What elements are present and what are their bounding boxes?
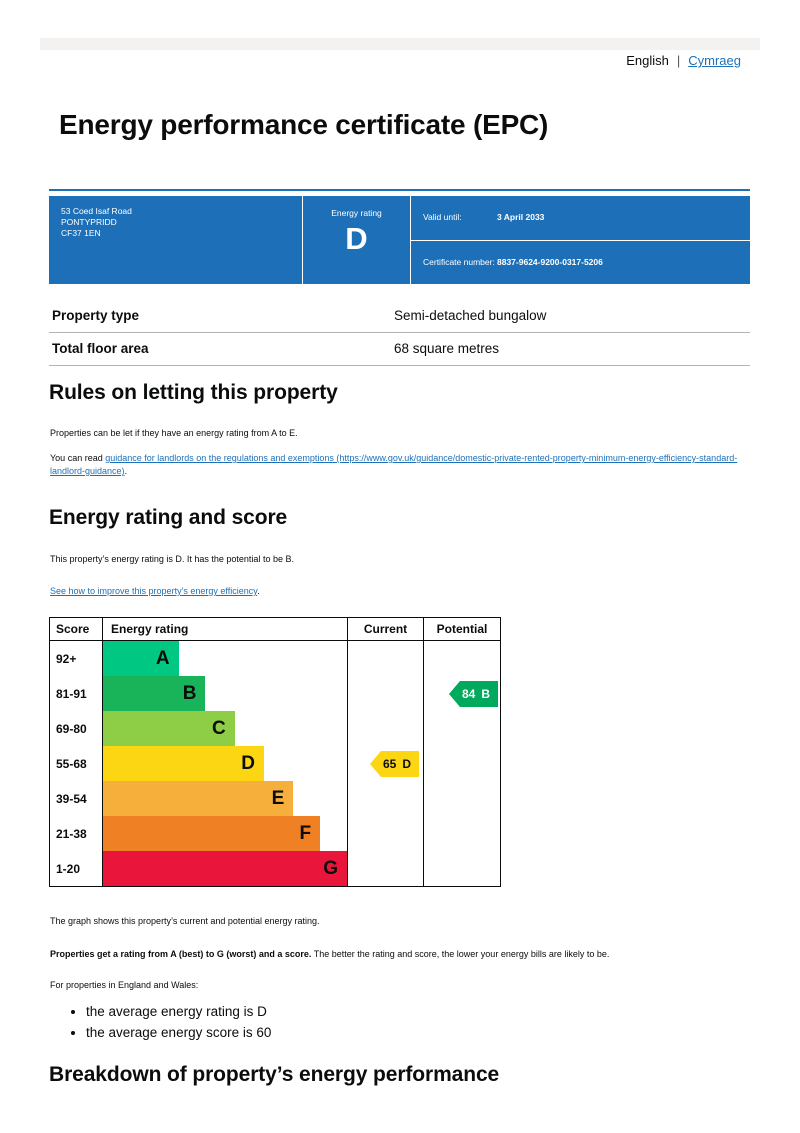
epc-score-g: 1-20 [50,851,103,886]
epc-barcell-a [103,641,348,676]
epc-header-row [50,618,500,641]
title-divider [49,189,750,191]
epc-barcell-e [103,781,348,816]
total-floor-area-label: Total floor area [52,341,149,356]
energy-rating-summary [303,196,411,284]
epc-current-e [348,781,424,816]
epc-col-current: Current [348,618,424,640]
epc-col-potential: Potential [436,622,488,636]
property-details-table [49,300,750,366]
epc-row-c [50,711,500,746]
ratings-info-normal: The better the rating and score, the lower your energy bills are likely to be. [311,949,610,959]
epc-score-d: 55-68 [50,746,103,781]
epc-current-f [348,816,424,851]
epc-score-b: 81-91 [50,676,103,711]
language-english: English [626,53,669,68]
improve-efficiency-paragraph [50,585,750,598]
epc-potential-d [424,746,500,781]
current-score: 65 [382,756,397,771]
epc-col-score: Score [50,618,103,640]
potential-score: 84 [461,686,476,701]
epc-score-c: 69-80 [50,711,103,746]
list-item: • the average energy score is 60 [86,1022,271,1043]
epc-score-f: 21-38 [50,816,103,851]
epc-barcell-g [103,851,348,886]
table-row [49,333,750,366]
epc-current-g [348,851,424,886]
ratings-info [50,948,750,961]
valid-until-label: Valid until: [423,212,462,223]
epc-bar-b: B [103,676,205,711]
valid-until-value: 3 April 2033 [497,212,545,223]
address-line-3: CF37 1EN [61,228,101,238]
epc-row-a [50,641,500,676]
epc-row-f [50,816,500,851]
rules-read-suffix: . [124,466,128,476]
epc-score-a: 92+ [50,641,103,676]
list-item: • the average energy rating is D [86,1001,271,1022]
epc-current-d [348,746,424,781]
improve-suffix: . [257,586,260,596]
epc-bar-d: D [103,746,264,781]
certificate-number-label: Certificate number: [423,256,495,267]
england-wales-intro: For properties in England and Wales: [50,980,199,990]
address-line-2: PONTYPRIDD [61,217,117,227]
language-welsh-link[interactable]: Cymraeg [688,53,741,68]
potential-rating-marker [449,681,498,707]
breakdown-heading: Breakdown of property’s energy performance [49,1063,500,1086]
language-separator: | [676,53,681,68]
epc-row-e [50,781,500,816]
rules-guidance-paragraph [50,452,750,478]
epc-rating-graph [49,617,501,887]
current-band: D [402,756,411,771]
epc-potential-e [424,781,500,816]
certificate-number-value: 8837-9624-9200-0317-5206 [497,256,603,267]
epc-barcell-c [103,711,348,746]
ratings-info-bold: Properties get a rating from A (best) to G (worst) and a score. [50,949,312,959]
epc-row-d [50,746,500,781]
epc-bar-e: E [103,781,293,816]
language-switcher [626,52,741,70]
energy-rating-heading: Energy rating and score [49,506,288,529]
epc-current-c [348,711,424,746]
epc-barcell-d [103,746,348,781]
epc-barcell-b [103,676,348,711]
total-floor-area-value: 68 square metres [394,341,500,356]
certificate-number-row [411,241,750,285]
epc-current-b [348,676,424,711]
rules-heading: Rules on letting this property [49,381,338,404]
epc-row-g [50,851,500,886]
page-title: Energy performance certificate (EPC) [59,109,549,140]
epc-bar-f: F [103,816,320,851]
current-marker-arrow-icon [370,751,381,777]
rules-paragraph: Properties can be let if they have an energy rating from A to E. [50,428,298,438]
energy-rating-summary-text: This property’s energy rating is D. It has the potential to be B. [50,554,294,564]
epc-potential-a [424,641,500,676]
potential-band: B [481,686,490,701]
epc-barcell-f [103,816,348,851]
epc-current-a [348,641,424,676]
epc-potential-g [424,851,500,886]
current-marker-box [381,751,419,777]
rules-read-prefix: You can read [50,453,106,463]
epc-potential-b [424,676,500,711]
energy-rating-letter: D [345,221,368,256]
epc-bar-c: C [103,711,235,746]
epc-potential-c [424,711,500,746]
energy-rating-label: Energy rating [331,208,382,218]
summary-banner [49,196,750,284]
certificate-details [411,196,750,284]
averages-list [50,1001,271,1043]
property-type-label: Property type [52,308,140,323]
table-row [49,300,750,333]
property-type-value: Semi-detached bungalow [394,308,547,323]
epc-col-energy-rating: Energy rating [103,618,348,640]
epc-potential-f [424,816,500,851]
landlord-guidance-link[interactable]: guidance for landlords on the regulations and exemptions (https://www.gov.uk/guidance/domestic-private-rented-property-minimum-energy-efficiency-standard-landlord-guidance) [50,453,738,476]
current-rating-marker [370,751,419,777]
potential-marker-arrow-icon [449,681,460,707]
epc-score-e: 39-54 [50,781,103,816]
valid-until-row [411,196,750,241]
improve-efficiency-link[interactable]: See how to improve this property’s energy efficiency [50,586,258,596]
graph-note: The graph shows this property’s current and potential energy rating. [50,916,320,926]
epc-row-b [50,676,500,711]
address-line-1: 53 Coed Isaf Road [61,206,132,216]
potential-marker-box [460,681,498,707]
epc-bar-a: A [103,641,179,676]
top-grey-bar [40,38,760,50]
epc-bar-g: G [103,851,347,886]
epc-rows [50,641,500,886]
property-address [49,196,303,284]
